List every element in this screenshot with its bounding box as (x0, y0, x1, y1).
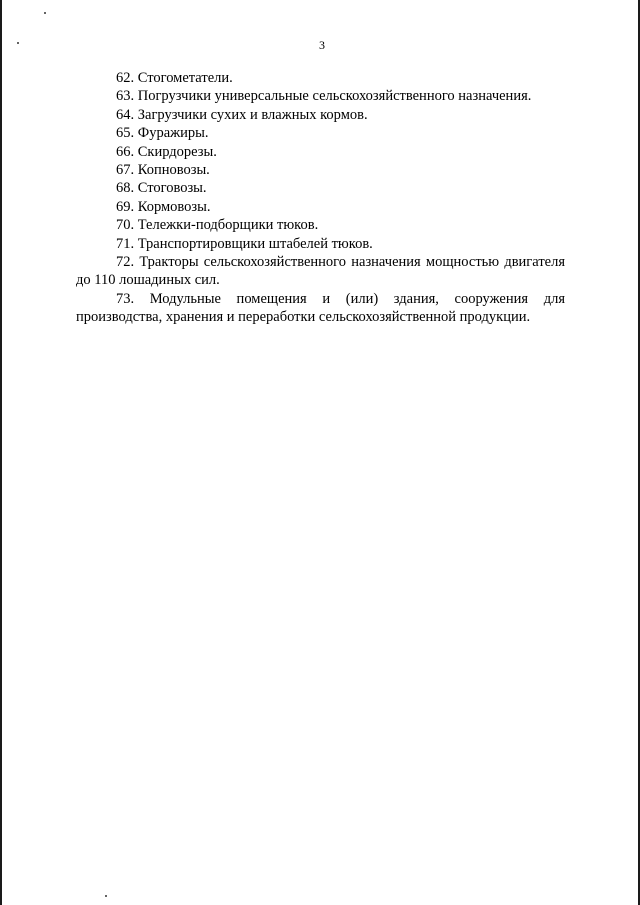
list-item: 66. Скирдорезы. (116, 143, 217, 160)
list-item: 63. Погрузчики универсальные сельскохозяйственного назначения. (116, 88, 532, 105)
scan-speck (44, 12, 46, 14)
list-item: 70. Тележки-подборщики тюков. (116, 217, 319, 234)
list-item: 72. Тракторы сельскохозяйственного назначения мощностью двигателя до 110 лошадиных сил. (76, 254, 565, 289)
list-item: 69. Кормовозы. (116, 198, 211, 215)
list-item: 71. Транспортировщики штабелей тюков. (116, 235, 373, 252)
list-item: 67. Копновозы. (116, 162, 210, 179)
list-item: 64. Загрузчики сухих и влажных кормов. (116, 106, 368, 123)
page-number: 3 (319, 38, 325, 52)
list-item: 68. Стоговозы. (116, 180, 207, 197)
list-item: 62. Стогометатели. (116, 70, 233, 86)
list-item: 73. Модульные помещения и (или) здания, сооружения для производства, хранения и переработки сельскохозяйственной продукции. (76, 290, 565, 326)
list-item: 65. Фуражиры. (116, 125, 209, 142)
scan-speck (105, 895, 107, 897)
document-body (76, 69, 565, 327)
